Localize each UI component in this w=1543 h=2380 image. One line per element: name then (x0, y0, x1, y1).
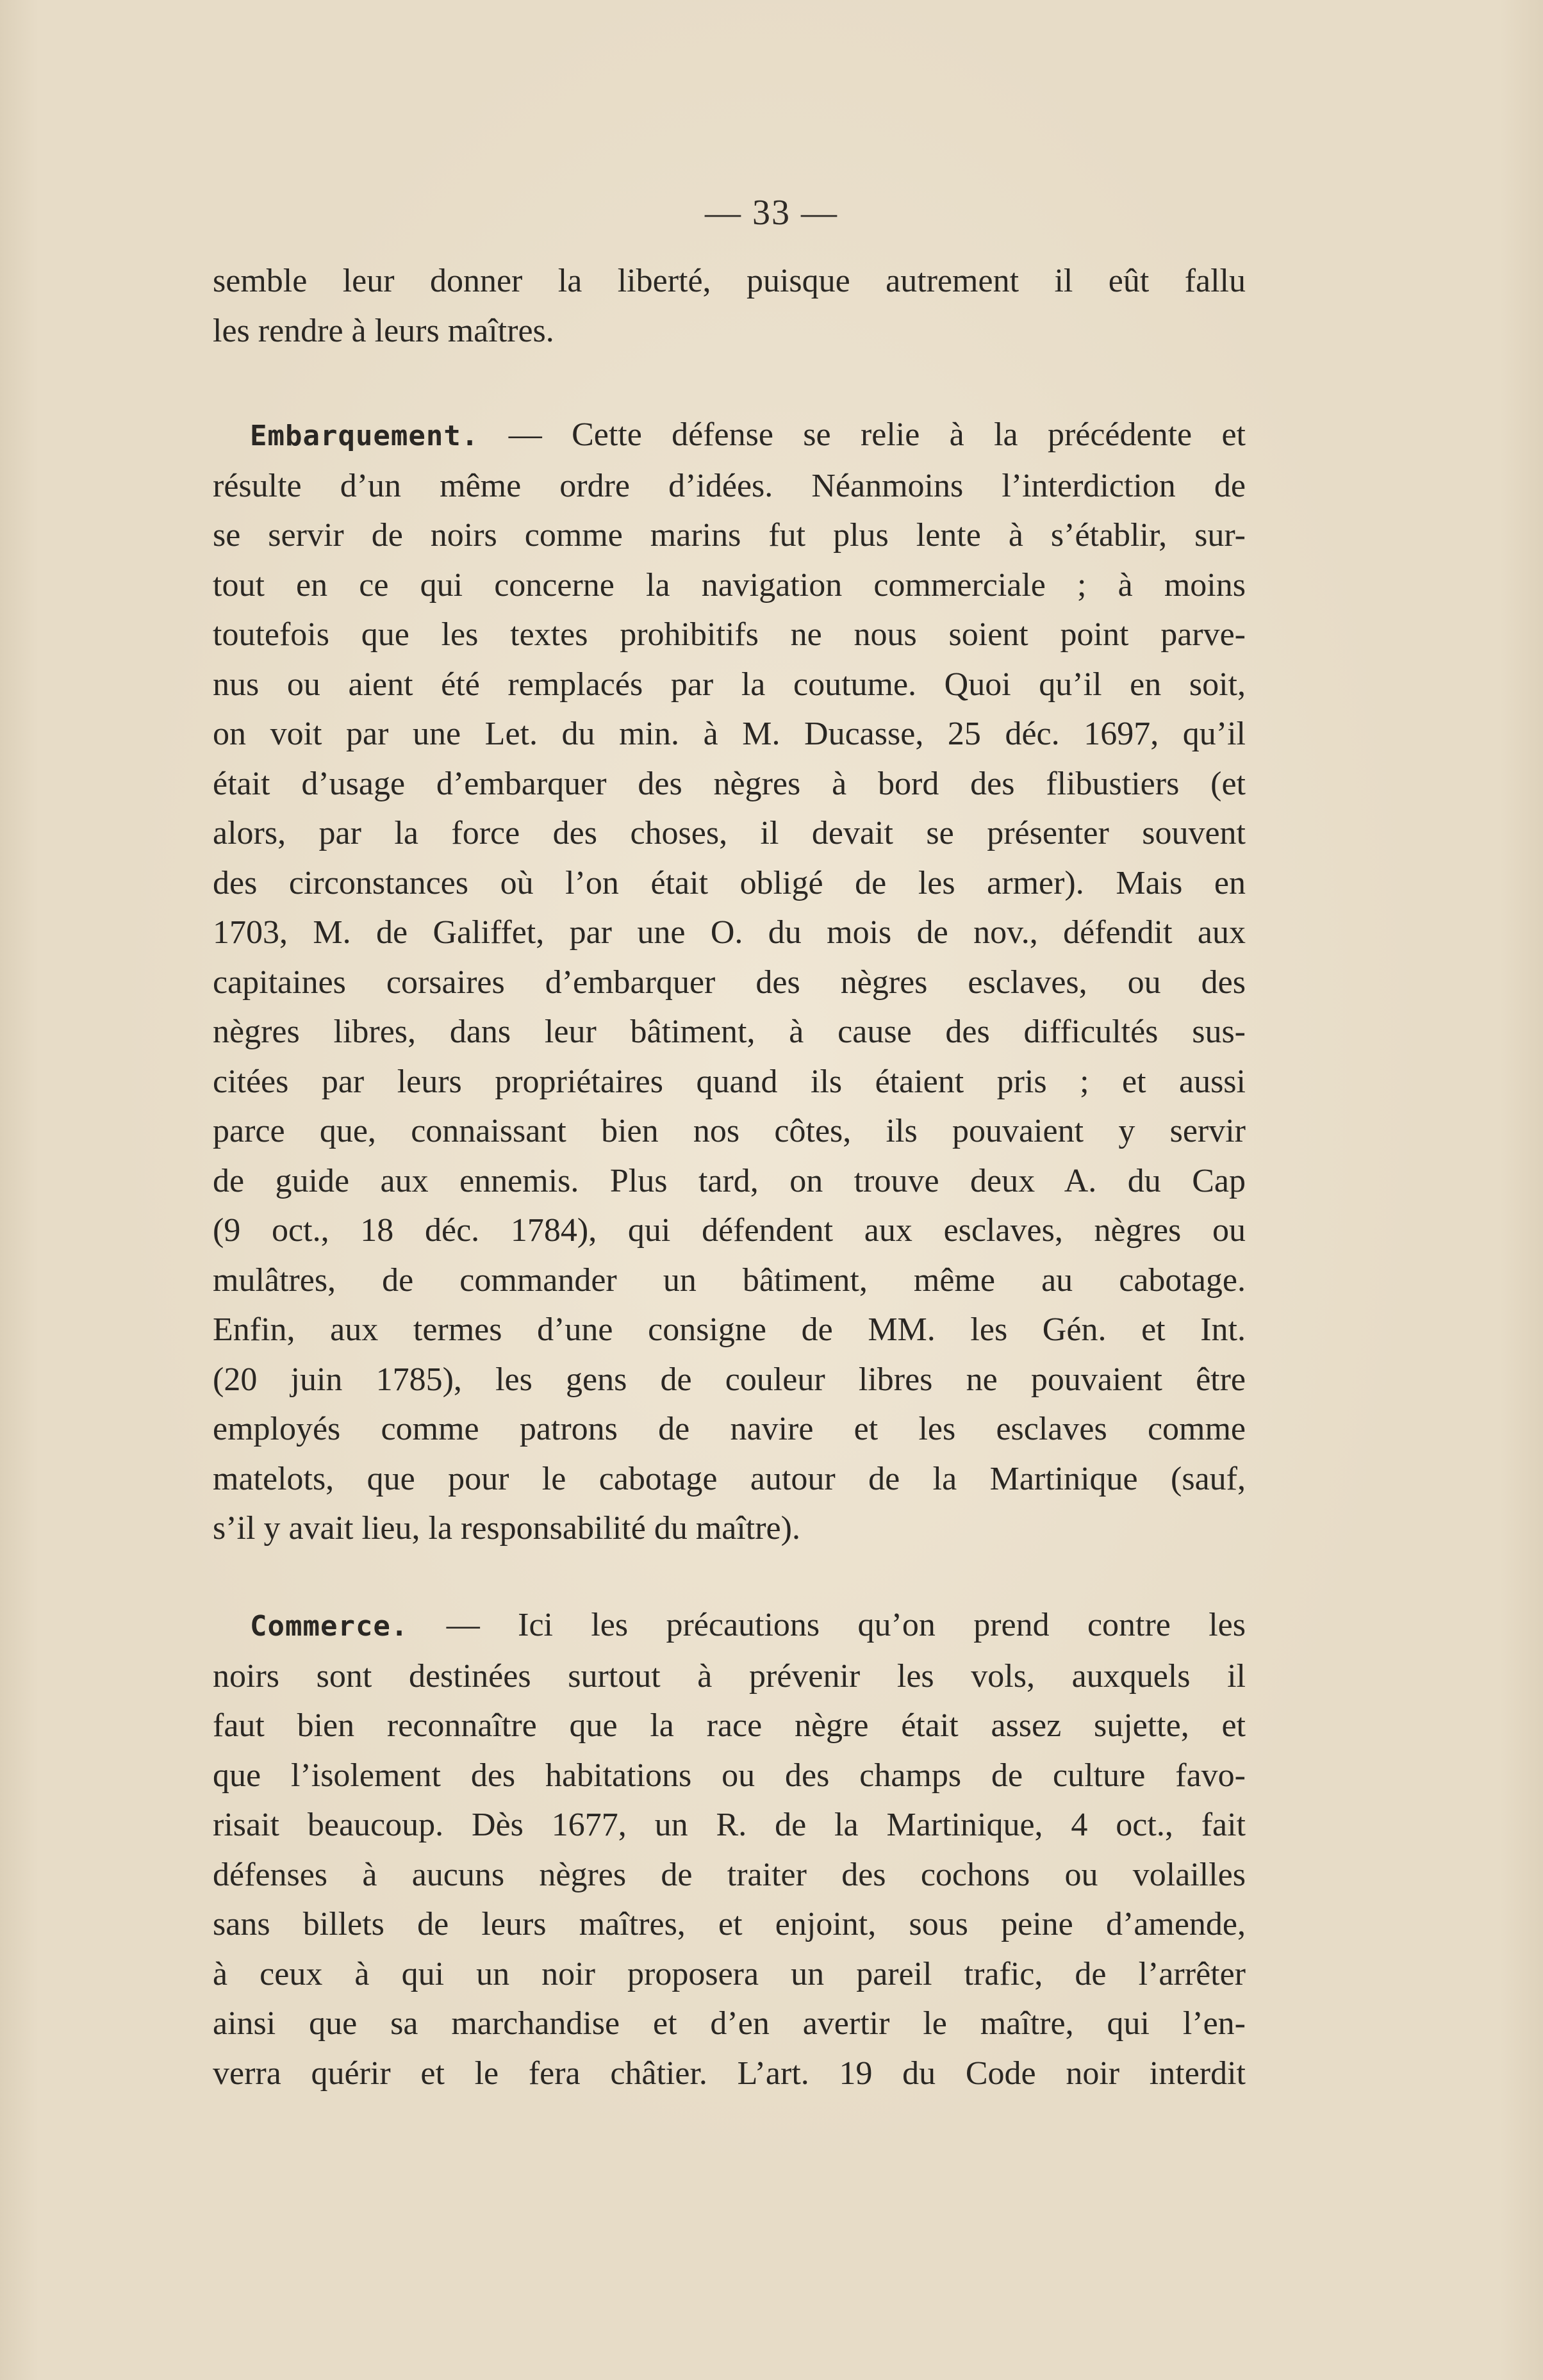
paragraph-commerce (213, 1600, 1246, 2098)
text-line: faut bien reconnaître que la race nègre était assez sujette, et (213, 1707, 1246, 1744)
text-line: ainsi que sa marchandise et d’en avertir le maître, qui l’en- (213, 2005, 1246, 2042)
section-heading-commerce: Commerce. (250, 1610, 409, 1643)
text-line: de guide aux ennemis. Plus tard, on trouve deux A. du Cap (213, 1162, 1246, 1199)
text-line (213, 410, 1246, 461)
text-line: (20 juin 1785), les gens de couleur libres ne pouvaient être (213, 1361, 1246, 1398)
text-line: verra quérir et le fera châtier. L’art. 19 du Code noir interdit (213, 2055, 1246, 2092)
text-line: nègres libres, dans leur bâtiment, à cause des difficultés sus- (213, 1014, 1246, 1050)
text-line: alors, par la force des choses, il devait se présenter souvent (213, 815, 1246, 851)
text-line: nus ou aient été remplacés par la coutume. Quoi qu’il en soit, (213, 666, 1246, 703)
text-line: citées par leurs propriétaires quand ils étaient pris ; et aussi (213, 1063, 1246, 1100)
text-line: toutefois que les textes prohibitifs ne nous soient point parve- (213, 616, 1246, 653)
text-line: tout en ce qui concerne la navigation commerciale ; à moins (213, 566, 1246, 603)
text-line-rest: — Ici les précautions qu’on prend contre les (446, 1607, 1246, 1643)
text-line: défenses à aucuns nègres de traiter des cochons ou volailles (213, 1856, 1246, 1893)
text-line: (9 oct., 18 déc. 1784), qui défendent aux esclaves, nègres ou (213, 1212, 1246, 1249)
page-number: — 33 — (705, 193, 838, 233)
text-line: résulte d’un même ordre d’idées. Néanmoins l’interdiction de (213, 467, 1246, 504)
text-line-rest: — Cette défense se relie à la précédente et (508, 416, 1246, 453)
text-line: mulâtres, de commander un bâtiment, même au cabotage. (213, 1261, 1246, 1299)
text-line: 1703, M. de Galiffet, par une O. du mois de nov., défendit aux (213, 914, 1246, 951)
paragraph-embarquement (213, 410, 1246, 1554)
text-line: capitaines corsaires d’embarquer des nègres esclaves, ou des (213, 964, 1246, 1001)
text-line: s’il y avait lieu, la responsabilité du maître). (213, 1510, 800, 1547)
section-heading-embarquement: Embarquement. (250, 420, 479, 452)
text-line: les rendre à leurs maîtres. (213, 312, 554, 349)
text-line: employés comme patrons de navire et les esclaves comme (213, 1411, 1246, 1447)
text-line: on voit par une Let. du min. à M. Ducasse, 25 déc. 1697, qu’il (213, 716, 1246, 752)
paragraph-intro (213, 256, 1246, 356)
text-line: matelots, que pour le cabotage autour de la Martinique (sauf, (213, 1460, 1246, 1497)
text-line: des circonstances où l’on était obligé de les armer). Mais en (213, 864, 1246, 901)
text-line: risait beaucoup. Dès 1677, un R. de la Martinique, 4 oct., fait (213, 1807, 1246, 1843)
text-line: semble leur donner la liberté, puisque autrement il eût fallu (213, 263, 1246, 299)
text-line: Enfin, aux termes d’une consigne de MM. les Gén. et Int. (213, 1311, 1246, 1348)
text-line: que l’isolement des habitations ou des champs de culture favo- (213, 1757, 1246, 1794)
text-line: à ceux à qui un noir proposera un pareil trafic, de l’arrêter (213, 1955, 1246, 1992)
text-line: se servir de noirs comme marins fut plus lente à s’établir, sur- (213, 517, 1246, 554)
text-line: était d’usage d’embarquer des nègres à bord des flibustiers (et (213, 765, 1246, 802)
text-line: sans billets de leurs maîtres, et enjoint, sous peine d’amende, (213, 1906, 1246, 1942)
text-line: parce que, connaissant bien nos côtes, ils pouvaient y servir (213, 1113, 1246, 1149)
text-line: noirs sont destinées surtout à prévenir les vols, auxquels il (213, 1657, 1246, 1695)
text-line (213, 1600, 1246, 1652)
